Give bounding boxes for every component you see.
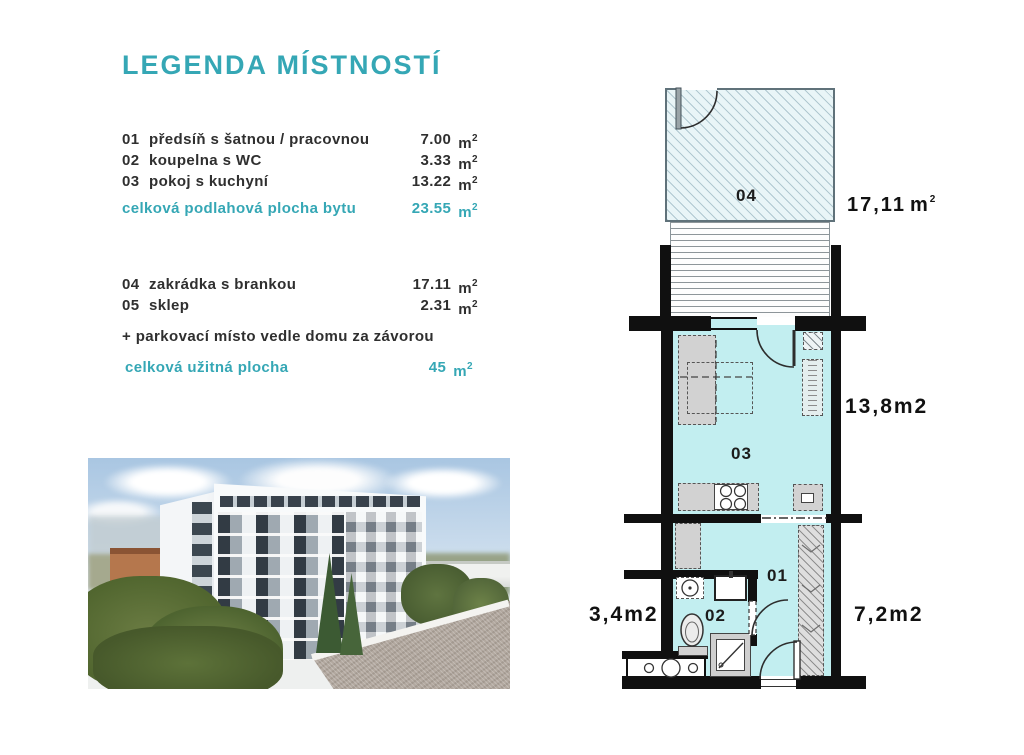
- room-name: předsíň s šatnou / pracovnou: [149, 131, 370, 148]
- room-label-04: 04: [736, 186, 757, 205]
- room-name: zakrádka s brankou: [149, 276, 297, 293]
- room-label-03: 03: [731, 444, 752, 463]
- page-title: LEGENDA MÍSTNOSTÍ: [122, 50, 442, 80]
- wall-segment: [826, 514, 862, 523]
- parking-note: + parkovací místo vedle domu za závorou: [122, 328, 434, 345]
- total-floor-label: celková podlahová plocha bytu: [122, 200, 357, 217]
- wall-segment: [748, 579, 757, 602]
- wall-segment: [831, 245, 841, 688]
- bed-outline: [687, 362, 753, 414]
- room-area-unit: $m^2$: [458, 278, 478, 297]
- wall-segment: [669, 514, 761, 523]
- total-floor-value: 23.55: [411, 200, 452, 217]
- room-number: 05: [122, 296, 140, 314]
- total-usable-value: 45: [428, 359, 447, 376]
- room-label-02: 02: [705, 606, 726, 625]
- wardrobe: [798, 525, 824, 676]
- kitchen-sink: [801, 493, 814, 503]
- wall-segment: [661, 316, 673, 653]
- toilet-tank: [678, 646, 708, 656]
- room-area-unit: $m^2$: [458, 174, 478, 194]
- room-area-unit: $m^2$: [458, 133, 478, 152]
- room-number: 02: [122, 151, 140, 169]
- shaft: [803, 332, 823, 350]
- wall-segment: [660, 245, 671, 317]
- room-area-value: 2.31: [420, 296, 452, 314]
- total-floor-unit: $m^2$: [458, 202, 478, 221]
- area-label-living: 13,8m2: [845, 395, 929, 418]
- building-photo: [88, 458, 510, 689]
- wall-segment: [624, 570, 661, 579]
- area-label-hall: 7,2m2: [854, 603, 924, 626]
- photo-tree: [93, 626, 283, 689]
- room-label-01: 01: [767, 566, 788, 585]
- room-number: 04: [122, 276, 140, 293]
- stove: [714, 484, 748, 510]
- room-number: 03: [122, 172, 140, 190]
- total-usable-label: celková užitná plocha: [125, 359, 289, 376]
- total-usable-unit: $m^2$: [453, 361, 473, 380]
- room-area-value: 13.22: [411, 172, 452, 190]
- room-area-unit: $m^2$: [458, 298, 478, 318]
- room-name: koupelna s WC: [149, 151, 262, 169]
- area-label-garden: 17,11 $m^2$: [847, 194, 938, 216]
- hall-closet: [675, 523, 701, 569]
- photo-ribbon-windows: [220, 496, 420, 507]
- room-area-value: 3.33: [420, 151, 452, 169]
- room-number: 01: [122, 131, 140, 148]
- terrace-decking: [670, 222, 830, 317]
- vanity-counter: [626, 657, 706, 678]
- area-label-bathroom: 3,4m2: [589, 603, 659, 626]
- room-area-value: 17.11: [412, 276, 452, 293]
- wall-segment: [624, 514, 674, 523]
- shelving-unit: [802, 359, 823, 416]
- entrance-threshold: [761, 679, 796, 687]
- terrace-window: [711, 317, 757, 330]
- room-name: pokoj s kuchyní: [149, 172, 269, 190]
- room-name: sklep: [149, 296, 190, 314]
- room-area-value: 7.00: [420, 131, 452, 148]
- washing-machine: [676, 577, 704, 599]
- wall-segment: [796, 676, 866, 689]
- bathroom-sink: [714, 575, 747, 601]
- room-area-unit: $m^2$: [458, 153, 478, 173]
- garden-gate-opening: [677, 85, 717, 90]
- shower-tray: [716, 639, 745, 671]
